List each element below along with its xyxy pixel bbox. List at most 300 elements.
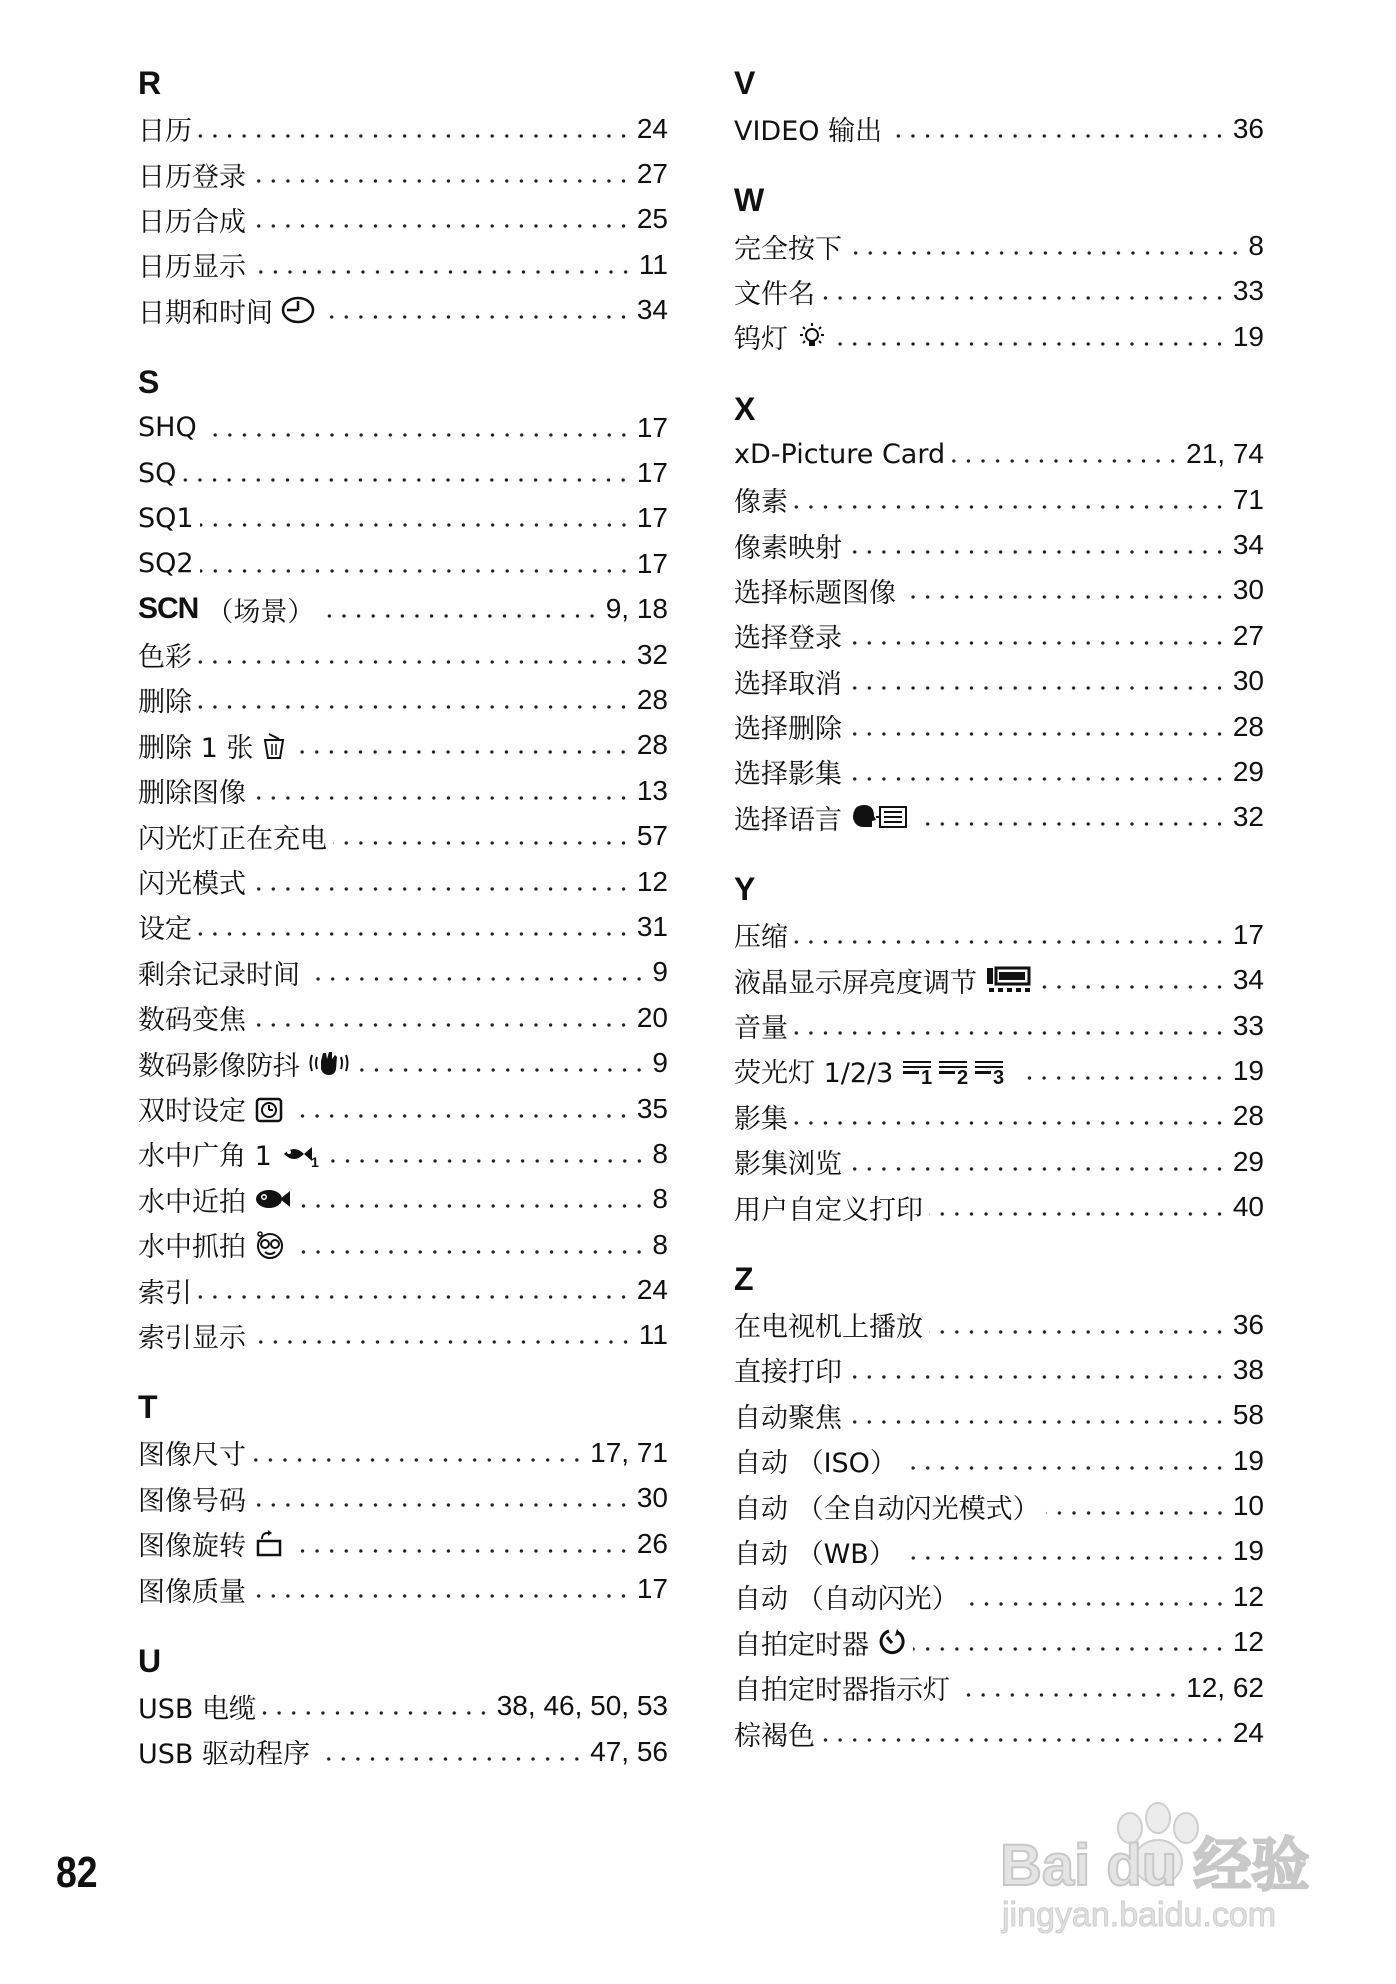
entry-pages: 30 <box>636 1482 668 1514</box>
entry-pages: 33 <box>1232 275 1264 307</box>
entry-pages: 71 <box>1232 483 1264 515</box>
entry-term-text: 钨灯 <box>734 324 788 356</box>
section-letter: X <box>734 390 756 427</box>
entry-term-text: 数码变焦 <box>138 1005 246 1037</box>
dot-leader <box>203 432 631 438</box>
dot-leader <box>965 1601 1227 1607</box>
entry-pages: 9 <box>652 956 668 988</box>
entry-term-text: 自动 （全自动闪光模式） <box>734 1493 1040 1525</box>
dot-leader <box>794 1030 1227 1036</box>
entry-term-text: 直接打印 <box>734 1357 842 1389</box>
rotate-icon <box>254 1529 284 1559</box>
entry-pages: 8 <box>652 1137 668 1169</box>
entry-term <box>138 109 192 148</box>
entry-pages: 17 <box>636 457 668 489</box>
dot-leader <box>902 594 1227 600</box>
dot-leader <box>300 1203 646 1209</box>
dot-leader <box>794 939 1227 945</box>
entry-pages: 17, 71 <box>590 1436 668 1468</box>
svg-text:3: 3 <box>993 1066 1005 1086</box>
entry-term <box>734 961 1031 1000</box>
dot-leader <box>1037 984 1227 990</box>
entry-pages: 17 <box>1232 918 1264 950</box>
index-entry <box>138 242 668 287</box>
entry-term <box>734 526 842 565</box>
entry-pages: 35 <box>636 1092 668 1124</box>
entry-term-text: SHQ <box>138 412 197 444</box>
entry-term-text: 像素 <box>734 487 788 519</box>
index-section-t <box>138 1384 668 1612</box>
entry-term <box>734 1097 788 1136</box>
lcd-brightness-icon <box>985 965 1031 995</box>
index-entry <box>734 1048 1264 1093</box>
dot-leader <box>821 295 1227 301</box>
entry-term <box>734 227 842 266</box>
section-letter: R <box>138 65 162 101</box>
entry-pages: 26 <box>636 1527 668 1559</box>
index-entry <box>138 723 668 768</box>
entry-term-text: 图像旋转 <box>138 1531 246 1563</box>
entry-term <box>734 272 815 311</box>
dot-leader <box>956 1692 1180 1698</box>
index-entry <box>138 1177 668 1222</box>
entry-term-text: 自动 （WB） <box>734 1538 896 1570</box>
section-letter: V <box>734 65 756 101</box>
entry-term-text: 图像尺寸 <box>138 1440 246 1472</box>
index-entry <box>138 1267 668 1312</box>
index-entry <box>734 432 1264 477</box>
section-letter: T <box>138 1389 158 1426</box>
entry-term-text: VIDEO 输出 <box>734 116 883 148</box>
entry-pages: 32 <box>1232 801 1264 833</box>
entry-term-text: 影集浏览 <box>734 1149 842 1181</box>
index-entry <box>734 106 1264 151</box>
entry-pages: 12 <box>1232 1626 1264 1658</box>
entry-term <box>138 200 246 239</box>
entry-term-text: 闪光灯正在充电 <box>138 823 327 855</box>
index-entry <box>734 1184 1264 1229</box>
index-entry <box>138 1729 668 1774</box>
entry-term-text: 图像号码 <box>138 1485 246 1517</box>
entry-term-text: 棕褐色 <box>734 1720 815 1752</box>
entry-pages: 12, 62 <box>1186 1671 1264 1703</box>
dot-leader <box>293 749 631 755</box>
index-entry <box>734 704 1264 749</box>
dot-leader <box>316 1756 584 1762</box>
entry-pages: 58 <box>1232 1399 1264 1431</box>
index-entry <box>734 1574 1264 1619</box>
dot-leader <box>848 1374 1227 1380</box>
svg-text:1: 1 <box>310 1153 319 1168</box>
index-section-s <box>138 359 668 1358</box>
dot-leader <box>834 341 1227 347</box>
entry-term-text: 选择影集 <box>734 759 842 791</box>
index-entry <box>734 568 1264 613</box>
index-entry <box>734 269 1264 314</box>
entry-term <box>734 480 788 519</box>
index-entry <box>138 1684 668 1729</box>
entry-pages: 30 <box>1232 665 1264 697</box>
entry-pages: 30 <box>1232 574 1264 606</box>
entry-term <box>138 155 246 194</box>
entry-pages: 13 <box>636 774 668 806</box>
index-entry <box>734 912 1264 957</box>
entry-term-text: 数码影像防抖 <box>138 1050 300 1082</box>
entry-term <box>734 1623 907 1662</box>
section-letter: S <box>138 363 160 400</box>
index-entry <box>734 1393 1264 1438</box>
entry-pages: 57 <box>636 820 668 852</box>
index-entry <box>138 1040 668 1085</box>
index-section-y <box>734 866 1264 1230</box>
index-entry <box>734 522 1264 567</box>
entry-term-text: 选择取消 <box>734 668 842 700</box>
dot-leader <box>252 269 633 275</box>
section-letter: U <box>138 1642 162 1679</box>
entry-pages: 36 <box>1232 112 1264 144</box>
entry-term <box>138 412 197 443</box>
dot-leader <box>252 223 631 229</box>
entry-term-text: 自拍定时器 <box>734 1629 869 1661</box>
entry-term-text: SQ <box>138 457 177 489</box>
dot-leader <box>903 1465 1227 1471</box>
index-entry <box>138 1430 668 1475</box>
entry-term <box>138 771 246 810</box>
index-entry <box>138 1313 668 1358</box>
entry-pages: 38 <box>1232 1353 1264 1385</box>
entry-pages: 34 <box>636 294 668 326</box>
entry-term <box>734 915 788 954</box>
index-entry <box>734 1094 1264 1139</box>
entry-pages: 28 <box>1232 710 1264 742</box>
section-letter: Y <box>734 871 756 908</box>
entry-term-text: 删除图像 <box>138 778 246 810</box>
entry-term <box>734 317 828 356</box>
index-entry <box>138 1476 668 1521</box>
index-section-r <box>138 60 668 333</box>
dot-leader <box>913 1646 1227 1652</box>
underwater-snapshot-icon <box>254 1230 286 1260</box>
entry-term <box>138 1044 350 1083</box>
entry-term <box>734 662 842 701</box>
entry-term <box>138 1316 246 1355</box>
dot-leader <box>1046 1510 1227 1516</box>
self-timer-icon <box>877 1627 907 1657</box>
entry-term-text: 选择标题图像 <box>734 577 896 609</box>
entry-term <box>734 1487 1040 1526</box>
entry-term <box>138 590 314 629</box>
index-entry <box>734 659 1264 704</box>
dot-leader <box>916 821 1227 827</box>
dot-leader <box>848 776 1227 782</box>
entry-term-text: 选择登录 <box>734 623 842 655</box>
entry-pages: 28 <box>636 683 668 715</box>
entry-pages: 38, 46, 50, 53 <box>496 1690 668 1722</box>
entry-term <box>138 1479 246 1518</box>
entry-term <box>138 953 300 992</box>
index-entry <box>138 151 668 196</box>
right-column <box>734 60 1264 1782</box>
index-entry <box>734 749 1264 794</box>
entry-pages: 34 <box>1232 964 1264 996</box>
dot-leader <box>182 477 630 483</box>
dot-leader <box>1019 1075 1227 1081</box>
index-entry <box>138 541 668 586</box>
entry-pages: 28 <box>636 729 668 761</box>
entry-pages: 40 <box>1232 1191 1264 1223</box>
entry-term-text: 日历显示 <box>138 252 246 284</box>
index-entry <box>138 813 668 858</box>
entry-term-text: xD-Picture Card <box>734 438 946 470</box>
entry-term-text: 索引 <box>138 1277 192 1309</box>
entry-pages: 17 <box>636 547 668 579</box>
entry-term <box>734 752 842 791</box>
entry-term-text: 选择删除 <box>734 714 842 746</box>
dot-leader <box>821 1737 1227 1743</box>
dot-leader <box>198 133 631 139</box>
dot-leader <box>848 549 1227 555</box>
dot-leader <box>198 1294 631 1300</box>
entry-term <box>734 1668 950 1707</box>
index-entry <box>734 477 1264 522</box>
entry-pages: 19 <box>1232 320 1264 352</box>
dot-leader <box>252 1593 631 1599</box>
dot-leader <box>252 178 631 184</box>
dot-leader <box>198 931 631 937</box>
entry-pages: 10 <box>1232 1490 1264 1522</box>
entry-term-text: 水中广角 1 <box>138 1141 272 1173</box>
entry-term-text: 索引显示 <box>138 1322 246 1354</box>
entry-term-text: 自拍定时器指示灯 <box>734 1675 950 1707</box>
index-entry <box>734 1483 1264 1528</box>
entry-term-text: 自动聚焦 <box>734 1402 842 1434</box>
entry-term-text: 水中近拍 <box>138 1186 246 1218</box>
entry-term-text: 影集 <box>734 1103 788 1135</box>
entry-term <box>138 1433 246 1472</box>
dot-leader <box>290 1113 631 1119</box>
entry-term <box>734 109 882 148</box>
entry-pages: 9, 18 <box>605 593 668 625</box>
section-letter: W <box>734 182 765 219</box>
entry-pages: 17 <box>636 411 668 443</box>
entry-term-text: 日历登录 <box>138 161 246 193</box>
stabilizer-hand-icon <box>308 1049 350 1077</box>
index-entry <box>138 405 668 450</box>
entry-term-text: 完全按下 <box>734 233 842 265</box>
index-entry <box>138 1222 668 1267</box>
entry-term <box>734 439 945 470</box>
entry-term <box>734 616 842 655</box>
entry-term-text: 用户自定义打印 <box>734 1194 923 1226</box>
entry-pages: 29 <box>1232 1145 1264 1177</box>
entry-term <box>734 1350 842 1389</box>
index-entry <box>138 632 668 677</box>
entry-term-text: 音量 <box>734 1013 788 1045</box>
entry-term <box>734 1188 923 1227</box>
entry-pages: 19 <box>1232 1444 1264 1476</box>
dot-leader <box>321 314 631 320</box>
entry-term <box>734 1006 788 1045</box>
entry-pages: 17 <box>636 502 668 534</box>
entry-term-text: 删除 1 张 <box>138 732 254 764</box>
baidu-watermark <box>982 1800 1342 1950</box>
index-entry <box>734 223 1264 268</box>
dual-time-icon <box>254 1094 284 1124</box>
language-icon <box>850 802 910 832</box>
entry-term <box>138 1687 256 1726</box>
entry-term <box>138 1089 284 1128</box>
scn-mode-label: SCN <box>138 592 199 626</box>
entry-pages: 27 <box>636 158 668 190</box>
entry-term-text: （场景） <box>206 596 315 628</box>
index-entry <box>138 587 668 632</box>
entry-term-text: 在电视机上播放 <box>734 1312 923 1343</box>
entry-term <box>138 817 327 856</box>
entry-term-text: USB 驱动程序 <box>138 1739 311 1771</box>
entry-pages: 29 <box>1232 755 1264 787</box>
entry-pages: 34 <box>1232 529 1264 561</box>
entry-term <box>138 1134 320 1173</box>
dot-leader <box>252 1339 633 1345</box>
entry-pages: 11 <box>638 1319 668 1351</box>
index-entry <box>138 950 668 995</box>
dot-leader <box>333 840 631 846</box>
entry-term <box>138 245 246 284</box>
entry-term <box>734 1577 959 1616</box>
tungsten-bulb-icon <box>796 322 828 352</box>
entry-term-text: SQ1 <box>138 502 194 534</box>
entry-term <box>138 291 315 330</box>
index-entry <box>138 197 668 242</box>
entry-term-text: 图像质量 <box>138 1576 246 1608</box>
entry-pages: 24 <box>636 1274 668 1306</box>
entry-pages: 12 <box>636 865 668 897</box>
entry-pages: 8 <box>1248 230 1264 262</box>
entry-pages: 21, 74 <box>1186 438 1264 470</box>
dot-leader <box>356 1067 646 1073</box>
entry-pages: 20 <box>636 1001 668 1033</box>
watermark-brand: Bai du 经验 <box>1000 1833 1310 1898</box>
dot-leader <box>888 133 1227 139</box>
index-entry <box>734 1139 1264 1184</box>
entry-pages: 36 <box>1232 1308 1264 1340</box>
entry-term <box>734 1142 842 1181</box>
entry-term-text: 删除 <box>138 687 192 719</box>
entry-term <box>734 1305 923 1344</box>
entry-pages: 17 <box>636 1573 668 1605</box>
trash-icon <box>261 730 287 760</box>
index-entry <box>734 1665 1264 1710</box>
svg-text:2: 2 <box>957 1066 969 1086</box>
entry-term-text: 自动 （自动闪光） <box>734 1584 959 1616</box>
dot-leader <box>198 659 631 665</box>
entry-pages: 25 <box>636 203 668 235</box>
index-section-z <box>734 1256 1264 1756</box>
entry-pages: 27 <box>1232 619 1264 651</box>
entry-term <box>138 907 192 946</box>
index-section-v <box>734 60 1264 151</box>
index-section-w <box>734 177 1264 359</box>
entry-pages: 32 <box>636 638 668 670</box>
entry-term-text: 压缩 <box>734 922 788 954</box>
entry-term <box>734 707 842 746</box>
entry-term-text: 日期和时间 <box>138 297 273 329</box>
entry-term <box>734 798 910 837</box>
svg-text:1: 1 <box>921 1066 933 1086</box>
entry-pages: 11 <box>638 248 668 280</box>
clock-icon <box>281 295 315 325</box>
entry-term-text: 剩余记录时间 <box>138 959 300 991</box>
entry-term <box>138 1524 284 1563</box>
entry-term-text: 日历 <box>138 116 192 148</box>
index-section-x <box>734 386 1264 841</box>
dot-leader <box>252 1457 584 1463</box>
index-entry <box>734 795 1264 840</box>
entry-term-text: USB 电缆 <box>138 1693 257 1725</box>
entry-term-text: 闪光模式 <box>138 869 246 901</box>
entry-term <box>138 1225 286 1264</box>
index-entry <box>138 106 668 151</box>
entry-term-text: 液晶显示屏亮度调节 <box>734 967 977 999</box>
entry-term-text: 色彩 <box>138 642 192 674</box>
index-entry <box>734 1620 1264 1665</box>
entry-term-text: 日历合成 <box>138 206 246 238</box>
dot-leader <box>290 1548 631 1554</box>
entry-term <box>138 458 176 489</box>
entry-term-text: 水中抓拍 <box>138 1232 246 1264</box>
dot-leader <box>848 731 1227 737</box>
entry-term-text: 双时设定 <box>138 1096 246 1127</box>
dot-leader <box>326 1158 647 1164</box>
index-entry <box>734 613 1264 658</box>
entry-term <box>138 726 287 765</box>
dot-leader <box>252 1022 631 1028</box>
entry-term-text: 自动 （ISO） <box>734 1448 897 1480</box>
dot-leader <box>292 1249 646 1255</box>
entry-term-text: 荧光灯 1/2/3 <box>734 1058 894 1090</box>
dot-leader <box>252 795 631 801</box>
entry-term-text: 像素映射 <box>734 532 842 564</box>
index-entry <box>138 1086 668 1131</box>
entry-pages: 12 <box>1232 1580 1264 1612</box>
dot-leader <box>252 1502 631 1508</box>
entry-term <box>138 1271 192 1310</box>
entry-term <box>138 862 246 901</box>
dot-leader <box>951 458 1180 464</box>
index-entry <box>138 1521 668 1566</box>
dot-leader <box>848 1166 1227 1172</box>
entry-term <box>138 503 194 534</box>
entry-term-text: 设定 <box>138 914 192 946</box>
section-letter: Z <box>734 1260 754 1297</box>
entry-term-text: SQ2 <box>138 548 194 580</box>
entry-term <box>138 1180 294 1219</box>
entry-term <box>138 1732 310 1771</box>
entry-pages: 24 <box>636 112 668 144</box>
entry-term <box>734 1441 897 1480</box>
dot-leader <box>262 1710 491 1716</box>
underwater-wide-icon <box>280 1140 320 1168</box>
entry-term <box>734 1532 896 1571</box>
entry-pages: 8 <box>652 1183 668 1215</box>
index-entry <box>138 904 668 949</box>
dot-leader <box>848 685 1227 691</box>
entry-pages: 9 <box>652 1047 668 1079</box>
page-number: 82 <box>56 1848 98 1897</box>
dot-leader <box>252 886 631 892</box>
dot-leader <box>848 250 1242 256</box>
entry-term <box>138 635 192 674</box>
